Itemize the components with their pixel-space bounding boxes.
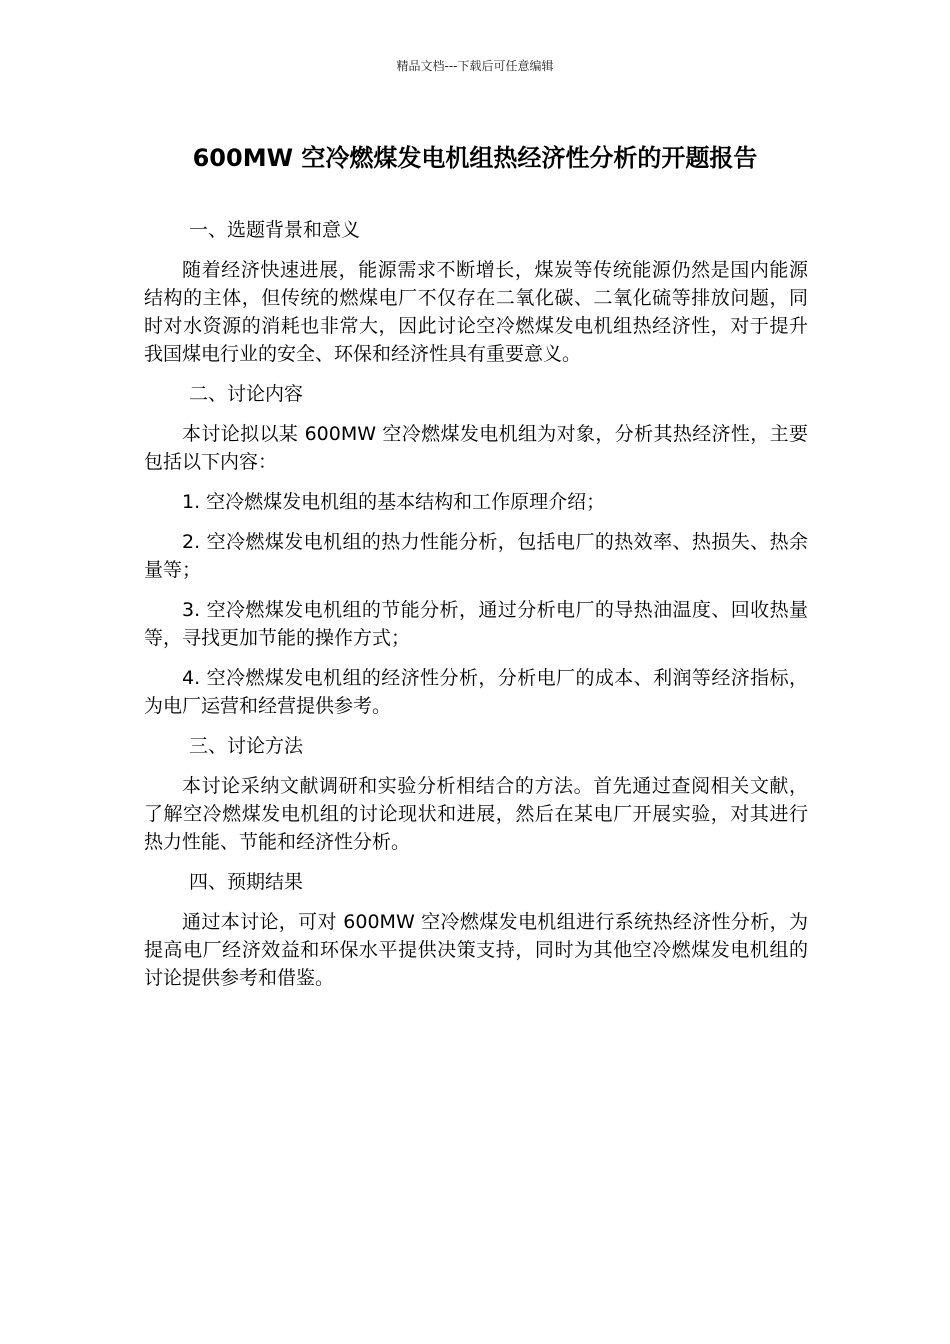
list-item-2: 2. 空冷燃煤发电机组的热力性能分析，包括电厂的热效率、热损失、热余量等； xyxy=(144,531,808,581)
list-item-1: 1. 空冷燃煤发电机组的基本结构和工作原理介绍； xyxy=(182,491,606,513)
section-heading-method: 三、讨论方法 xyxy=(189,735,304,757)
section-heading-background: 一、选题背景和意义 xyxy=(189,219,361,241)
paragraph-results: 通过本讨论，可对 600MW 空冷燃煤发电机组进行系统热经济性分析，为提高电厂经济效益和环保水平提供决策支持，同时为其他空冷燃煤发电机组的讨论提供参考和借鉴。 xyxy=(144,911,808,989)
document-body xyxy=(144,216,808,1004)
page-header-note: 精品文档---下载后可任意编辑 xyxy=(396,59,554,73)
list-item-3: 3. 空冷燃煤发电机组的节能分析，通过分析电厂的导热油温度、回收热量等，寻找更加节能的操作方式； xyxy=(144,599,808,649)
paragraph-background: 随着经济快速进展，能源需求不断增长，煤炭等传统能源仍然是国内能源结构的主体，但传统的燃煤电厂不仅存在二氧化碳、二氧化硫等排放问题，同时对水资源的消耗也非常大，因此讨论空冷燃煤发电机组热经济性，对于提升我国煤电行业的安全、环保和经济性具有重要意义。 xyxy=(144,259,808,365)
document-title: 600MW 空冷燃煤发电机组热经济性分析的开题报告 xyxy=(192,144,758,172)
section-heading-results: 四、预期结果 xyxy=(189,871,304,893)
list-item-4: 4. 空冷燃煤发电机组的经济性分析，分析电厂的成本、利润等经济指标，为电厂运营和经营提供参考。 xyxy=(144,667,808,717)
paragraph-method: 本讨论采纳文献调研和实验分析相结合的方法。首先通过查阅相关文献，了解空冷燃煤发电机组的讨论现状和进展，然后在某电厂开展实验，对其进行热力性能、节能和经济性分析。 xyxy=(144,775,808,853)
paragraph-content-intro: 本讨论拟以某 600MW 空冷燃煤发电机组为对象，分析其热经济性，主要包括以下内容： xyxy=(144,423,808,473)
section-heading-content: 二、讨论内容 xyxy=(189,383,304,405)
